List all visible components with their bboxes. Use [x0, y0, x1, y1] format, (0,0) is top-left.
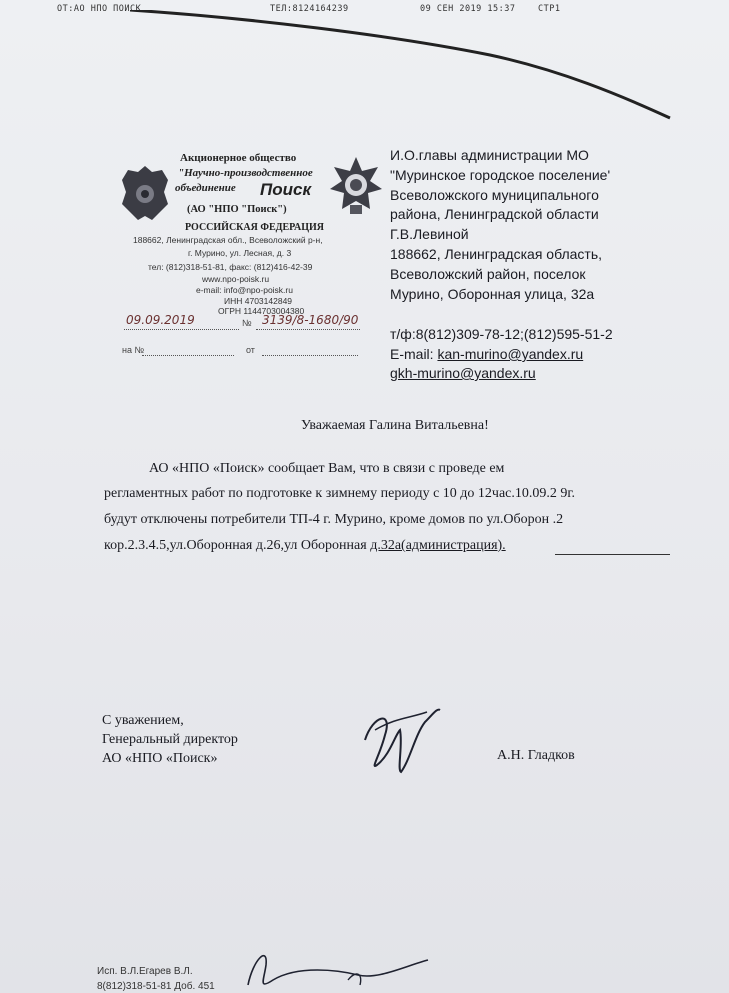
body-line-2: регламентных работ по подготовке к зимнему периоду с 10 до 12час.10.09.2 9г.: [104, 486, 576, 501]
recipient-line-2: "Муринское городское поселение': [390, 167, 611, 183]
recipient-line-4: района, Ленинградской области: [390, 206, 599, 222]
company-badge-icon: [328, 155, 384, 217]
email-label: E-mail:: [390, 346, 438, 362]
org-address-2: г. Мурино, ул. Лесная, д. 3: [188, 248, 292, 258]
email-link-2[interactable]: gkh-murino@yandex.ru: [390, 365, 536, 381]
executor: Исп. В.Л.Егарев В.Л.: [97, 966, 193, 977]
reg-date-line: [124, 329, 239, 330]
signer-name: А.Н. Гладков: [497, 748, 575, 763]
org-line-1: Акционерное общество: [180, 152, 297, 164]
body-end-line: [555, 554, 670, 555]
org-inn: ИНН 4703142849: [224, 296, 293, 306]
org-brand: Поиск: [260, 180, 312, 199]
recipient-email-row: [390, 346, 583, 362]
org-country: РОССИЙСКАЯ ФЕДЕРАЦИЯ: [185, 222, 325, 233]
signature-icon: [355, 700, 445, 780]
fax-datetime: 09 СЕН 2019 15:37: [420, 4, 516, 14]
reg-date: 09.09.2019: [126, 313, 195, 327]
recipient-phone: т/ф:8(812)309-78-12;(812)595-51-2: [390, 326, 613, 342]
body-line-4a: кор.2.3.4.5,ул.Оборонная д.26,ул Оборонная: [104, 538, 371, 553]
recipient-line-1: И.О.главы администрации МО: [390, 147, 589, 163]
signoff-line-1: С уважением,: [102, 713, 184, 728]
org-line-3: объединение: [175, 182, 236, 194]
body-line-4: [104, 538, 506, 554]
signoff-line-3: АО «НПО «Поиск»: [102, 751, 218, 766]
org-phones: тел: (812)318-51-81, факс: (812)416-42-39: [148, 262, 313, 272]
reg-number-line: [256, 329, 360, 330]
fax-scan-artifact: [130, 10, 690, 120]
signoff-line-2: Генеральный директор: [102, 732, 238, 747]
fax-page: СТР1: [538, 4, 561, 14]
recipient-name: Г.В.Левиной: [390, 226, 469, 242]
org-short-name: (АО "НПО "Поиск"): [187, 204, 287, 215]
recipient-line-8: Мурино, Оборонная улица, 32а: [390, 286, 595, 302]
fax-from: ОТ:АО НПО ПОИСК: [57, 4, 142, 14]
coat-of-arms-icon: [116, 162, 174, 224]
reg-number-sign: №: [242, 318, 252, 328]
org-website: www.npo-poisk.ru: [202, 274, 270, 284]
reg-ref-line: [142, 355, 234, 356]
salutation: Уважаемая Галина Витальевна!: [301, 418, 489, 433]
org-ogrn: ОГРН 1144703004380: [218, 306, 305, 316]
body-line-1: АО «НПО «Поиск» сообщает Вам, что в связи с проведе ем: [149, 461, 505, 476]
org-address-1: 188662, Ленинградская обл., Всеволожский р-н,: [133, 235, 323, 245]
email-link-1[interactable]: kan-murino@yandex.ru: [437, 346, 584, 362]
initials-icon: [238, 935, 438, 993]
body-line-3: будут отключены потребители ТП-4 г. Мурино, кроме домов по ул.Оборон .2: [104, 512, 564, 527]
reg-from-label: от: [246, 345, 255, 355]
reg-number: 3139/8-1680/90: [262, 313, 359, 327]
body-line-4b: д.32а(администрация).: [370, 538, 506, 553]
reg-from-line: [262, 355, 358, 356]
executor-phone: 8(812)318-51-81 Доб. 451: [97, 981, 215, 992]
fax-phone: ТЕЛ:8124164239: [270, 4, 349, 14]
recipient-line-7: Всеволожский район, поселок: [390, 266, 586, 282]
org-line-2: "Научно-производственное: [178, 167, 313, 179]
recipient-line-3: Всеволожского муниципального: [390, 187, 599, 203]
recipient-line-6: 188662, Ленинградская область,: [390, 246, 603, 262]
org-email: e-mail: info@npo-poisk.ru: [196, 285, 293, 295]
reg-ref-label: на №: [122, 345, 145, 355]
